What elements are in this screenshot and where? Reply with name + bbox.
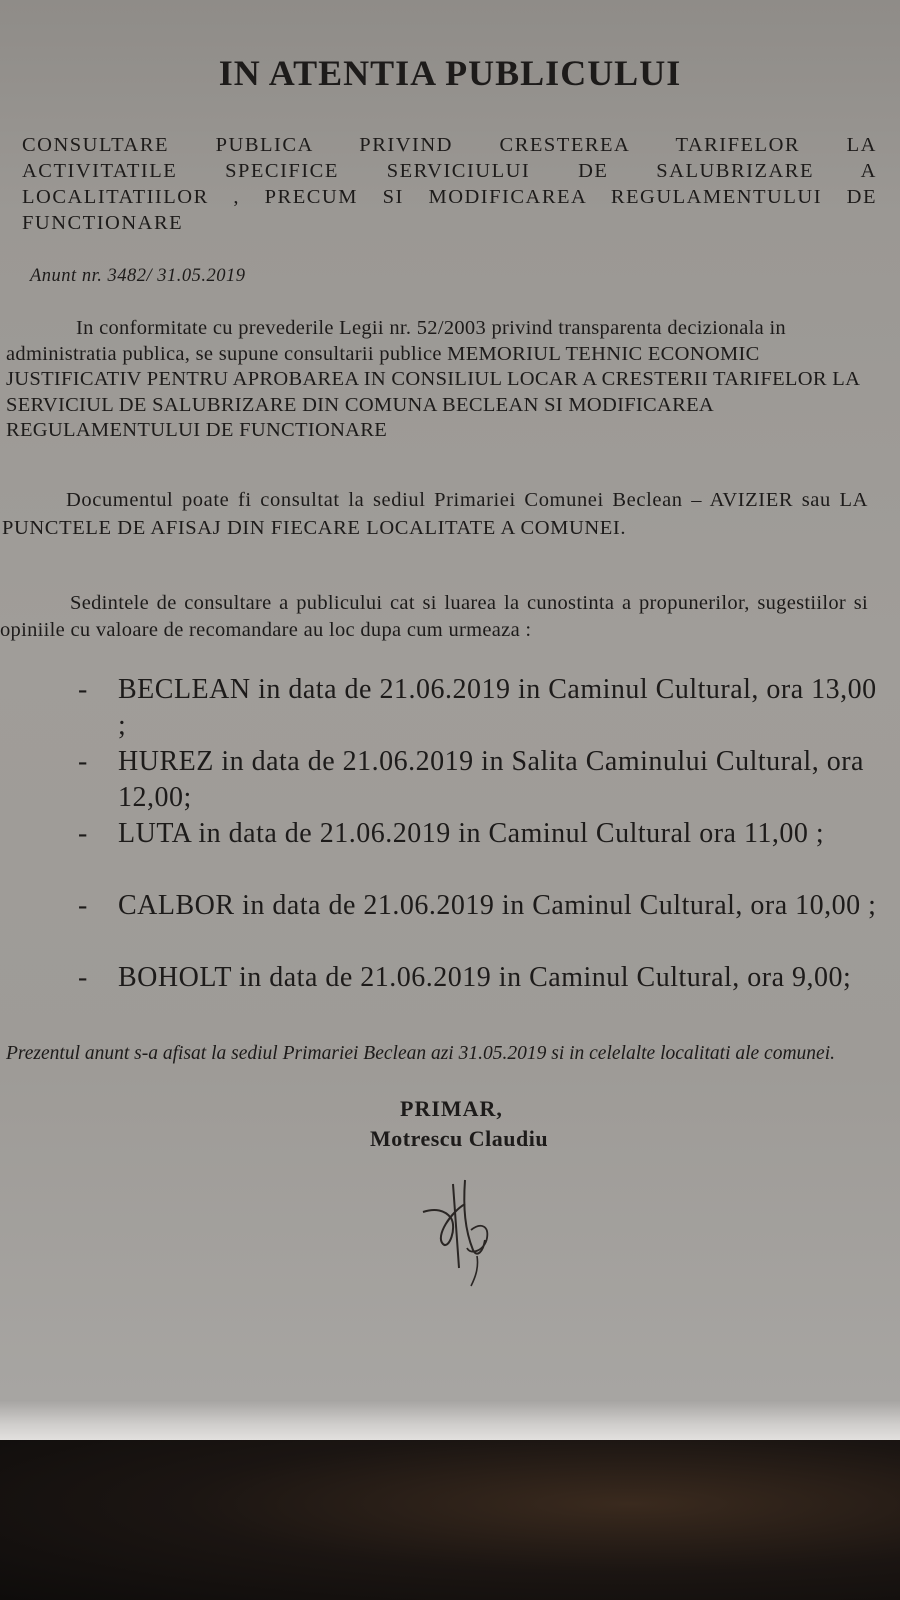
list-dash: - [78,962,88,993]
list-dash: - [78,818,88,849]
notice-subject: CONSULTARE PUBLICA PRIVIND CRESTEREA TARIFELOR LA ACTIVITATILE SPECIFICE SERVICIULUI DE SALUBRIZARE A LOCALITATIILOR , PRECUM SI MODIFICAREA REGULAMENTULUI DE FUNCTIONARE [22,134,877,234]
background-surface [0,1440,900,1600]
sessions-list [78,672,878,1032]
closing-statement: Prezentul anunt s-a afisat la sediul Primariei Beclean azi 31.05.2019 si in celelalte localitati ale comunei. [6,1043,835,1064]
session-text: LUTA in data de 21.06.2019 in Caminul Cultural ora 11,00 ; [118,818,825,849]
session-item [78,672,878,744]
signatory-title: PRIMAR, [400,1096,503,1121]
list-dash: - [78,674,88,705]
session-item [78,888,878,960]
session-item [78,816,878,888]
signatory-name: Motrescu Claudiu [370,1126,549,1151]
list-dash: - [78,890,88,921]
announcement-number: Anunt nr. 3482/ 31.05.2019 [30,266,246,286]
session-text: BECLEAN in data de 21.06.2019 in Caminul Cultural, ora 13,00 ; [118,674,877,741]
session-text: BOHOLT in data de 21.06.2019 in Caminul Cultural, ora 9,00; [118,962,852,993]
paragraph-consultation-location: Documentul poate fi consultat la sediul Primariei Comunei Beclean – AVIZIER sau LA PUNCTELE DE AFISAJ DIN FIECARE LOCALITATE A COMUNEI. [2,489,868,539]
paper-bottom-edge [0,1400,900,1440]
page-title: IN ATENTIA PUBLICULUI [218,53,682,93]
paragraph-legal-basis: In conformitate cu prevederile Legii nr. 52/2003 privind transparenta decizionala in administratia publica, se supune consultarii publice MEMORIUL TEHNIC ECONOMIC JUSTIFICATIV PENTRU APROBAREA IN CONSILIUL LOCAR A CRESTERII TARIFELOR LA SERVICIUL DE SALUBRIZARE DIN COMUNA BECLEAN SI MODIFICAREA REGULAMENTULUI DE FUNCTIONARE [6,317,860,441]
list-dash: - [78,746,88,777]
session-text: HUREZ in data de 21.06.2019 in Salita Caminului Cultural, ora 12,00; [118,746,864,813]
handwritten-signature [405,1160,515,1290]
paragraph-sessions-intro: Sedintele de consultare a publicului cat si luarea la cunostinta a propunerilor, sugestiilor si opiniile cu valoare de recomandare au loc dupa cum urmeaza : [0,592,868,641]
session-text: CALBOR in data de 21.06.2019 in Caminul Cultural, ora 10,00 ; [118,890,877,921]
session-item [78,744,878,816]
session-item [78,960,878,1032]
